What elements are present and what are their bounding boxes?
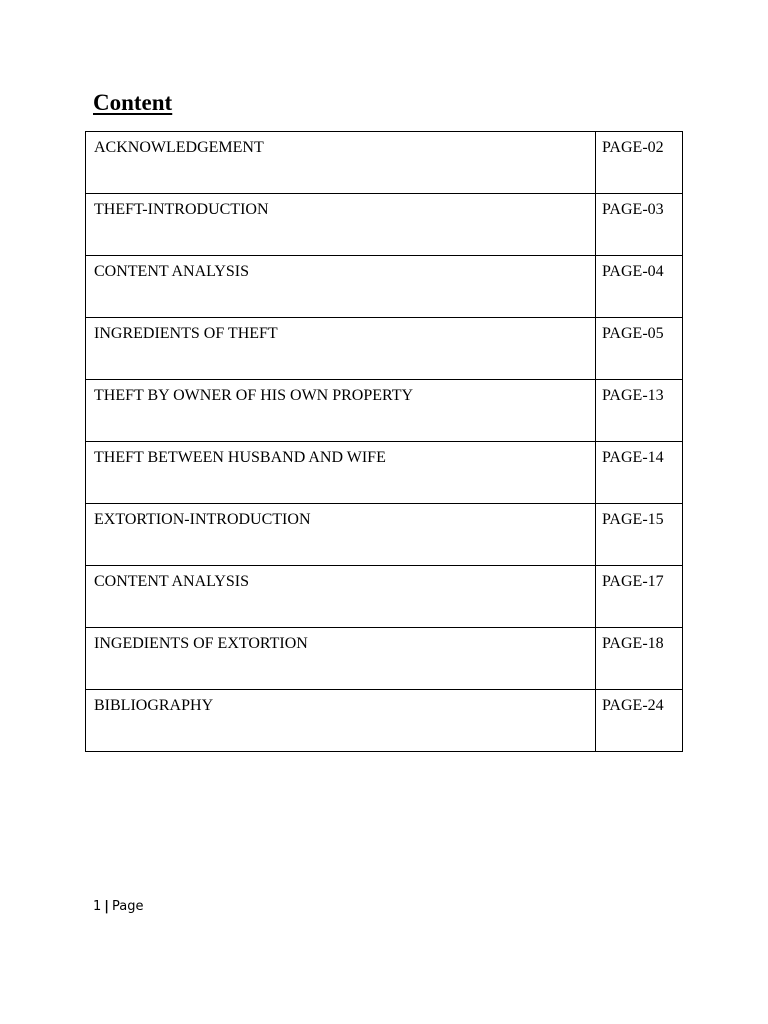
table-row: [86, 690, 683, 752]
toc-entry-title: THEFT-INTRODUCTION: [86, 194, 596, 256]
toc-entry-page: PAGE-13: [602, 387, 664, 404]
table-of-contents: [85, 131, 683, 752]
page-title: Content: [93, 90, 173, 115]
footer-separator: |: [104, 899, 110, 914]
toc-entry-page: PAGE-24: [602, 697, 664, 714]
toc-entry-title: BIBLIOGRAPHY: [86, 690, 596, 752]
footer-page-label: Page: [112, 899, 144, 914]
toc-entry-page: PAGE-04: [602, 263, 664, 280]
footer-page-number: 1: [93, 899, 102, 914]
table-row: [86, 566, 683, 628]
toc-entry-page: PAGE-02: [602, 139, 664, 156]
table-row: [86, 194, 683, 256]
table-row: [86, 380, 683, 442]
toc-entry-title: INGREDIENTS OF THEFT: [86, 318, 596, 380]
toc-entry-title: INGEDIENTS OF EXTORTION: [86, 628, 596, 690]
table-row: [86, 628, 683, 690]
table-row: [86, 504, 683, 566]
toc-entry-page: PAGE-18: [602, 635, 664, 652]
toc-entry-page: PAGE-05: [602, 325, 664, 342]
table-row: [86, 256, 683, 318]
toc-entry-title: EXTORTION-INTRODUCTION: [86, 504, 596, 566]
page-footer: [93, 898, 144, 916]
toc-entry-title: ACKNOWLEDGEMENT: [86, 132, 596, 194]
toc-entry-page: PAGE-03: [602, 201, 664, 218]
toc-entry-page: PAGE-15: [602, 511, 664, 528]
table-row: [86, 132, 683, 194]
toc-entry-title: THEFT BY OWNER OF HIS OWN PROPERTY: [86, 380, 596, 442]
toc-entry-title: CONTENT ANALYSIS: [86, 256, 596, 318]
toc-entry-title: THEFT BETWEEN HUSBAND AND WIFE: [86, 442, 596, 504]
toc-entry-page: PAGE-17: [602, 573, 664, 590]
toc-entry-title: CONTENT ANALYSIS: [86, 566, 596, 628]
table-row: [86, 442, 683, 504]
toc-entry-page: PAGE-14: [602, 449, 664, 466]
table-row: [86, 318, 683, 380]
